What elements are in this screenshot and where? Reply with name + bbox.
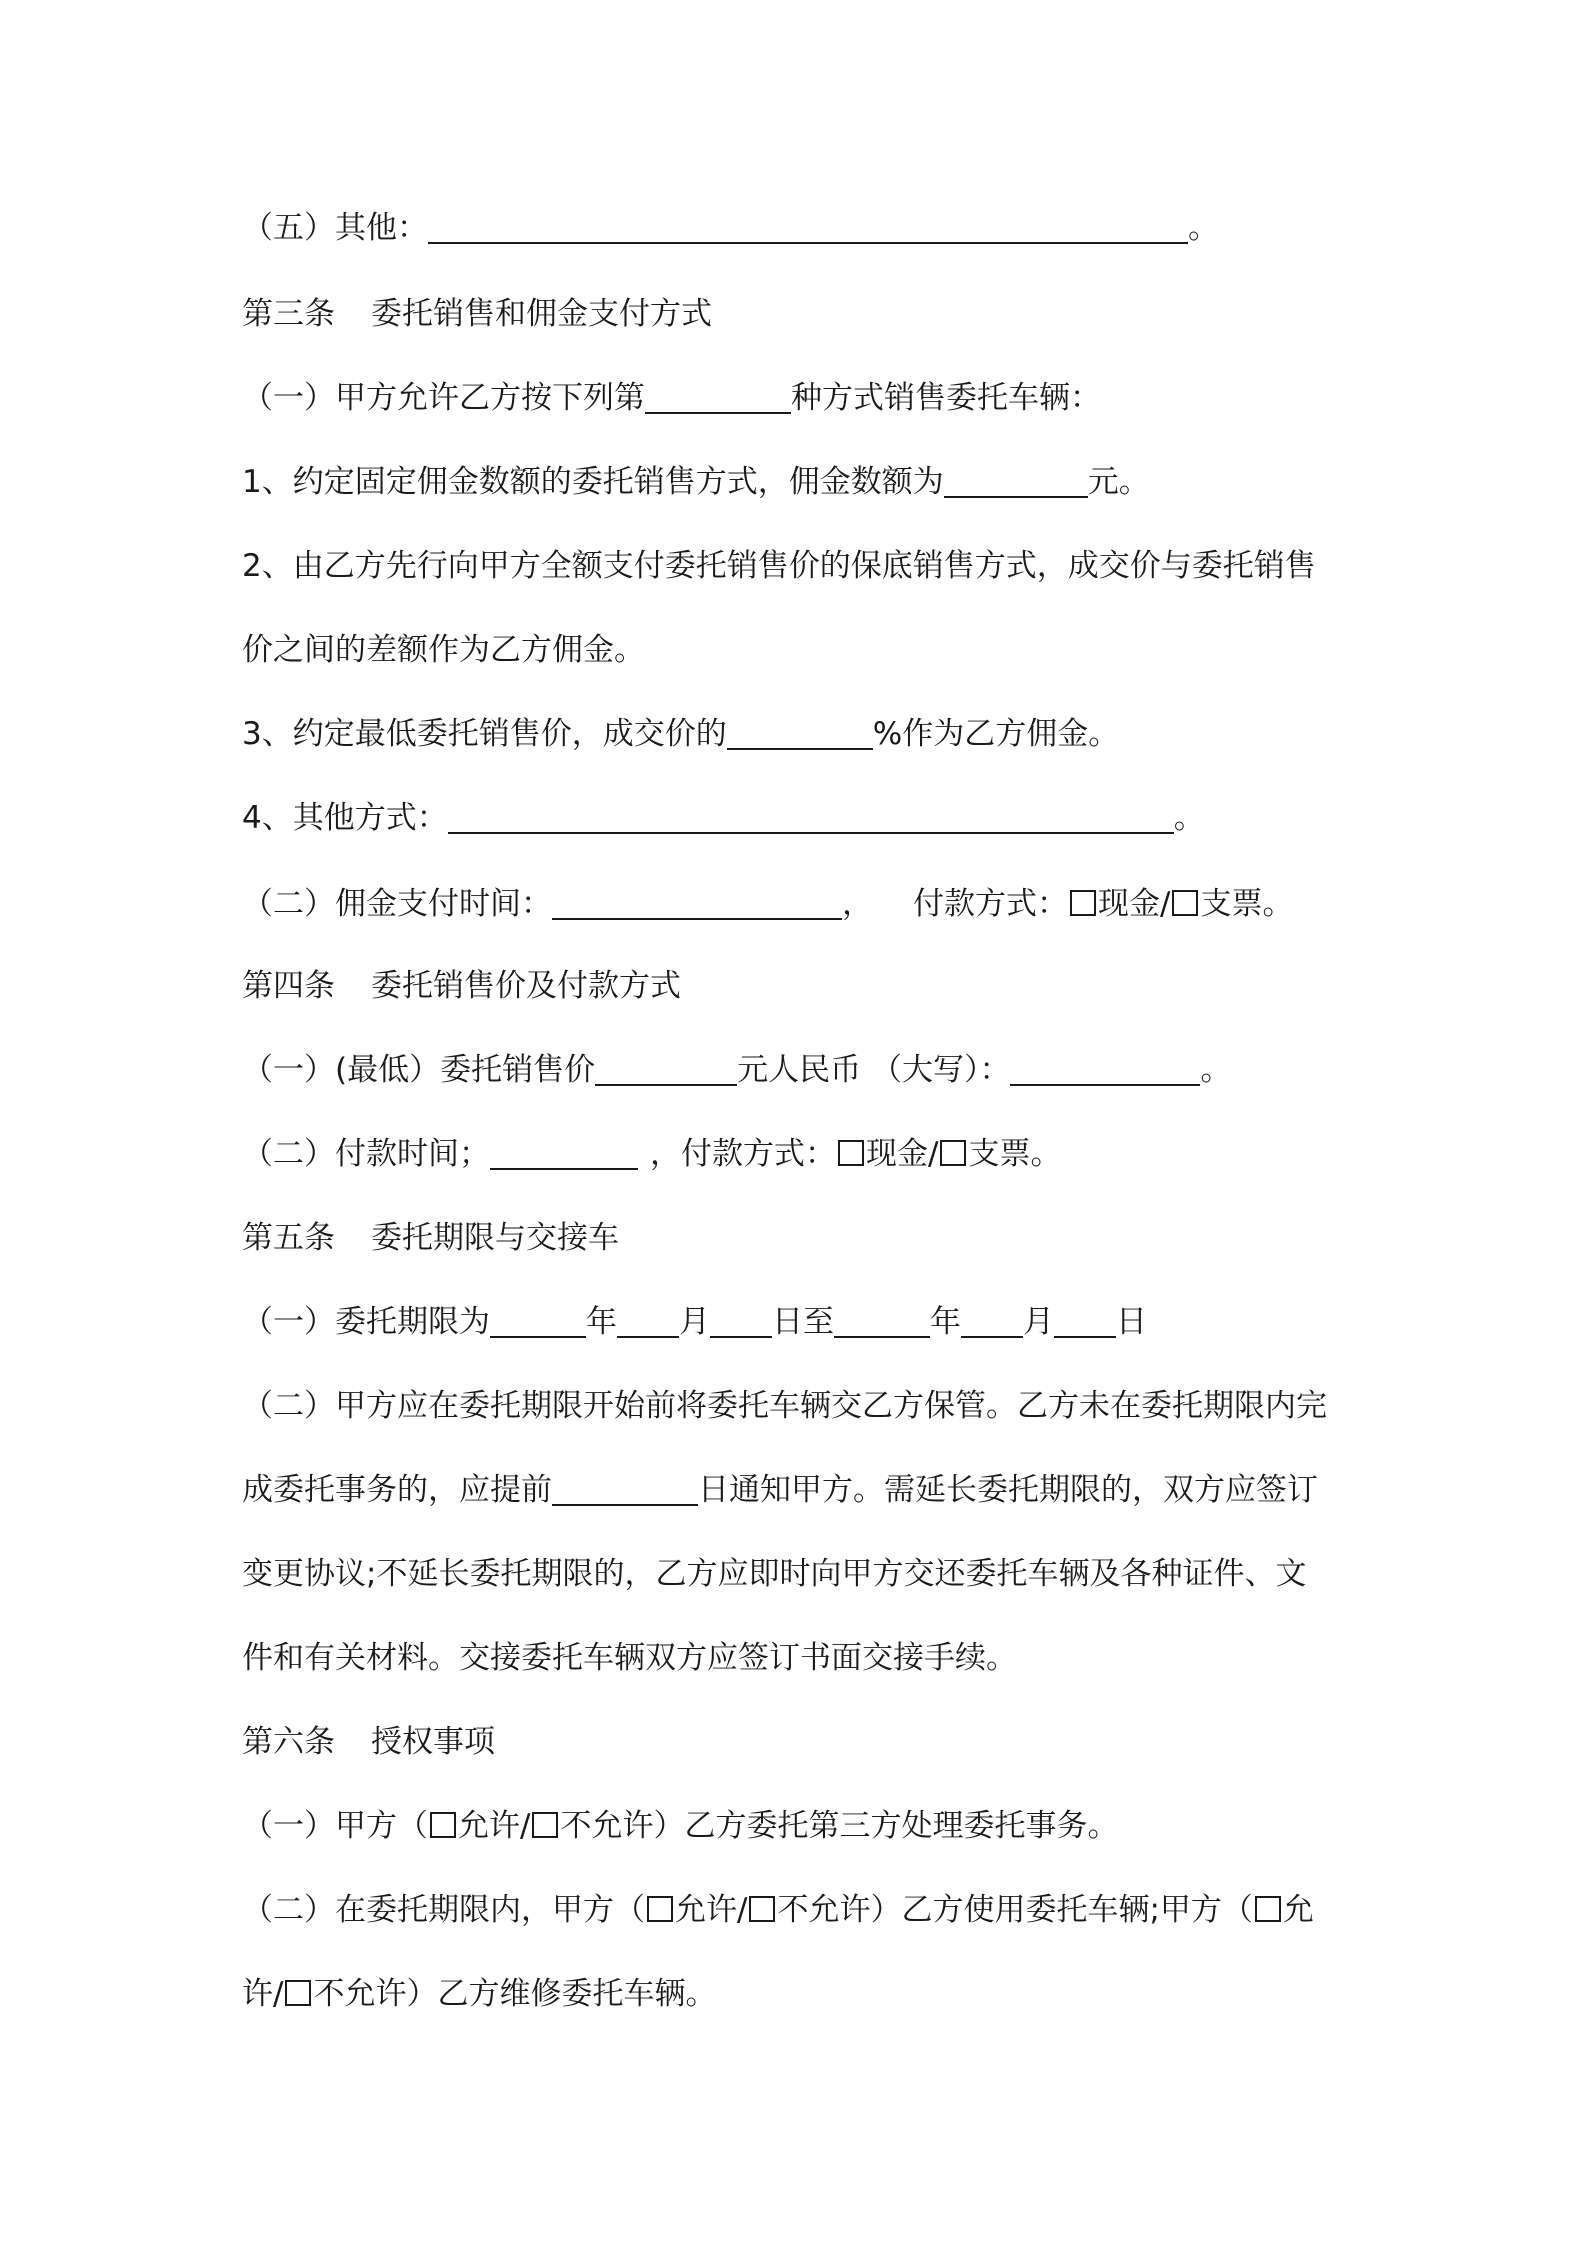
line-text: 月 (1023, 1304, 1054, 1340)
article-title: 委托期限与交接车 (371, 1220, 619, 1256)
fill-blank[interactable] (1054, 1302, 1116, 1338)
article-3-heading (242, 294, 712, 334)
option-label: 支票。 (1200, 886, 1294, 922)
fill-blank[interactable] (961, 1302, 1023, 1338)
method-4 (242, 798, 1205, 838)
article-number: 第三条 (242, 296, 335, 332)
checkbox[interactable] (430, 1812, 456, 1838)
checkbox[interactable] (838, 1140, 864, 1166)
line-text: （二）在委托期限内，甲方（ (242, 1892, 645, 1928)
line-text: （一）(最低）委托销售价 (242, 1052, 596, 1088)
article-title: 委托销售价及付款方式 (371, 968, 681, 1004)
option-label: 不允许）乙方维修委托车辆。 (313, 1976, 717, 2012)
fill-blank[interactable] (490, 1134, 638, 1170)
method-3 (242, 714, 1119, 754)
line-text: 。 (1200, 1052, 1232, 1088)
clause-5-2-line4: 件和有关材料。交接委托车辆双方应签订书面交接手续。 (242, 1640, 1017, 1676)
line-text: （一）委托期限为 (242, 1304, 490, 1340)
line-text: （二）付款时间； (242, 1136, 490, 1172)
line-text: 日 (1116, 1304, 1147, 1340)
line-text: （五）其他： (242, 210, 428, 246)
clause-6-1 (242, 1806, 1118, 1846)
fill-blank[interactable] (1010, 1050, 1200, 1086)
fill-blank[interactable] (645, 378, 791, 414)
fill-blank[interactable] (448, 798, 1174, 834)
fill-blank[interactable] (428, 208, 1188, 244)
checkbox[interactable] (1255, 1896, 1281, 1922)
fill-blank[interactable] (552, 884, 842, 920)
clause-6-2-line2 (242, 1974, 716, 2014)
clause-5-1 (242, 1302, 1147, 1342)
clause-3-1 (242, 378, 1101, 418)
line-text: 许/ (242, 1976, 284, 2012)
article-title: 授权事项 (371, 1724, 495, 1760)
article-number: 第四条 (242, 968, 335, 1004)
article-title: 委托销售和佣金支付方式 (371, 296, 712, 332)
fill-blank[interactable] (595, 1050, 737, 1086)
article-number: 第五条 (242, 1220, 335, 1256)
method-2-line1: 2、由乙方先行向甲方全额支付委托销售价的保底销售方式，成交价与委托销售 (242, 548, 1316, 584)
method-1 (242, 462, 1150, 502)
fill-blank[interactable] (727, 714, 873, 750)
line-text: 成委托事务的，应提前 (242, 1472, 552, 1508)
option-label: 支票。 (968, 1136, 1062, 1172)
line-text: （二）佣金支付时间： (242, 886, 552, 922)
line-text: 付款方式： (913, 886, 1068, 922)
fill-blank[interactable] (617, 1302, 679, 1338)
checkbox[interactable] (1070, 890, 1096, 916)
option-label: 允 (1282, 1892, 1314, 1928)
line-text: 4、其他方式： (242, 800, 448, 836)
fill-blank[interactable] (490, 1302, 586, 1338)
checkbox[interactable] (285, 1980, 311, 2006)
option-label: 现金/ (1098, 886, 1171, 922)
line-text: 。 (1173, 800, 1205, 836)
clause-5-2-line3: 变更协议;不延长委托期限的，乙方应即时向甲方交还委托车辆及各种证件、文 (242, 1556, 1307, 1592)
line-text: 3、约定最低委托销售价，成交价的 (242, 716, 727, 752)
fill-blank[interactable] (834, 1302, 930, 1338)
fill-blank[interactable] (552, 1470, 698, 1506)
clause-5-2-line2 (242, 1470, 1318, 1510)
clause-3-2 (242, 884, 1293, 924)
line-text: 元人民币 （大写）： (737, 1052, 1011, 1088)
method-2-line2: 价之间的差额作为乙方佣金。 (242, 632, 645, 668)
option-label: 不允许）乙方委托第三方处理委托事务。 (560, 1808, 1119, 1844)
line-text: 日至 (772, 1304, 834, 1340)
line-text: 年 (930, 1304, 961, 1340)
option-label: 现金/ (866, 1136, 939, 1172)
article-5-heading (242, 1218, 619, 1258)
line-text: 1、约定固定佣金数额的委托销售方式，佣金数额为 (242, 464, 944, 500)
fill-blank[interactable] (710, 1302, 772, 1338)
checkbox[interactable] (1172, 890, 1198, 916)
article-6-heading (242, 1722, 495, 1762)
line-text: 年 (586, 1304, 617, 1340)
checkbox[interactable] (940, 1140, 966, 1166)
clause-5-other (242, 208, 1219, 248)
option-label: 允许/ (458, 1808, 531, 1844)
line-text: 。 (1188, 210, 1219, 246)
line-text: %作为乙方佣金。 (872, 716, 1120, 752)
option-label: 不允许）乙方使用委托车辆;甲方（ (777, 1892, 1253, 1928)
checkbox[interactable] (532, 1812, 558, 1838)
option-label: 允许/ (675, 1892, 748, 1928)
checkbox[interactable] (647, 1896, 673, 1922)
line-text: 月 (679, 1304, 710, 1340)
line-text: ， (842, 886, 873, 922)
clause-4-2 (242, 1134, 1061, 1174)
checkbox[interactable] (749, 1896, 775, 1922)
clause-6-2-line1 (242, 1890, 1314, 1930)
line-text: （一）甲方（ (242, 1808, 428, 1844)
clause-5-2-line1: （二）甲方应在委托期限开始前将委托车辆交乙方保管。乙方未在委托期限内完 (242, 1388, 1327, 1424)
clause-4-1 (242, 1050, 1231, 1090)
line-text: 日通知甲方。需延长委托期限的，双方应签订 (698, 1472, 1318, 1508)
line-text: ，付款方式： (650, 1136, 836, 1172)
line-text: 元。 (1087, 464, 1150, 500)
article-4-heading (242, 966, 681, 1006)
fill-blank[interactable] (944, 462, 1088, 498)
article-number: 第六条 (242, 1724, 335, 1760)
line-text: 种方式销售委托车辆： (791, 380, 1101, 416)
line-text: （一）甲方允许乙方按下列第 (242, 380, 645, 416)
